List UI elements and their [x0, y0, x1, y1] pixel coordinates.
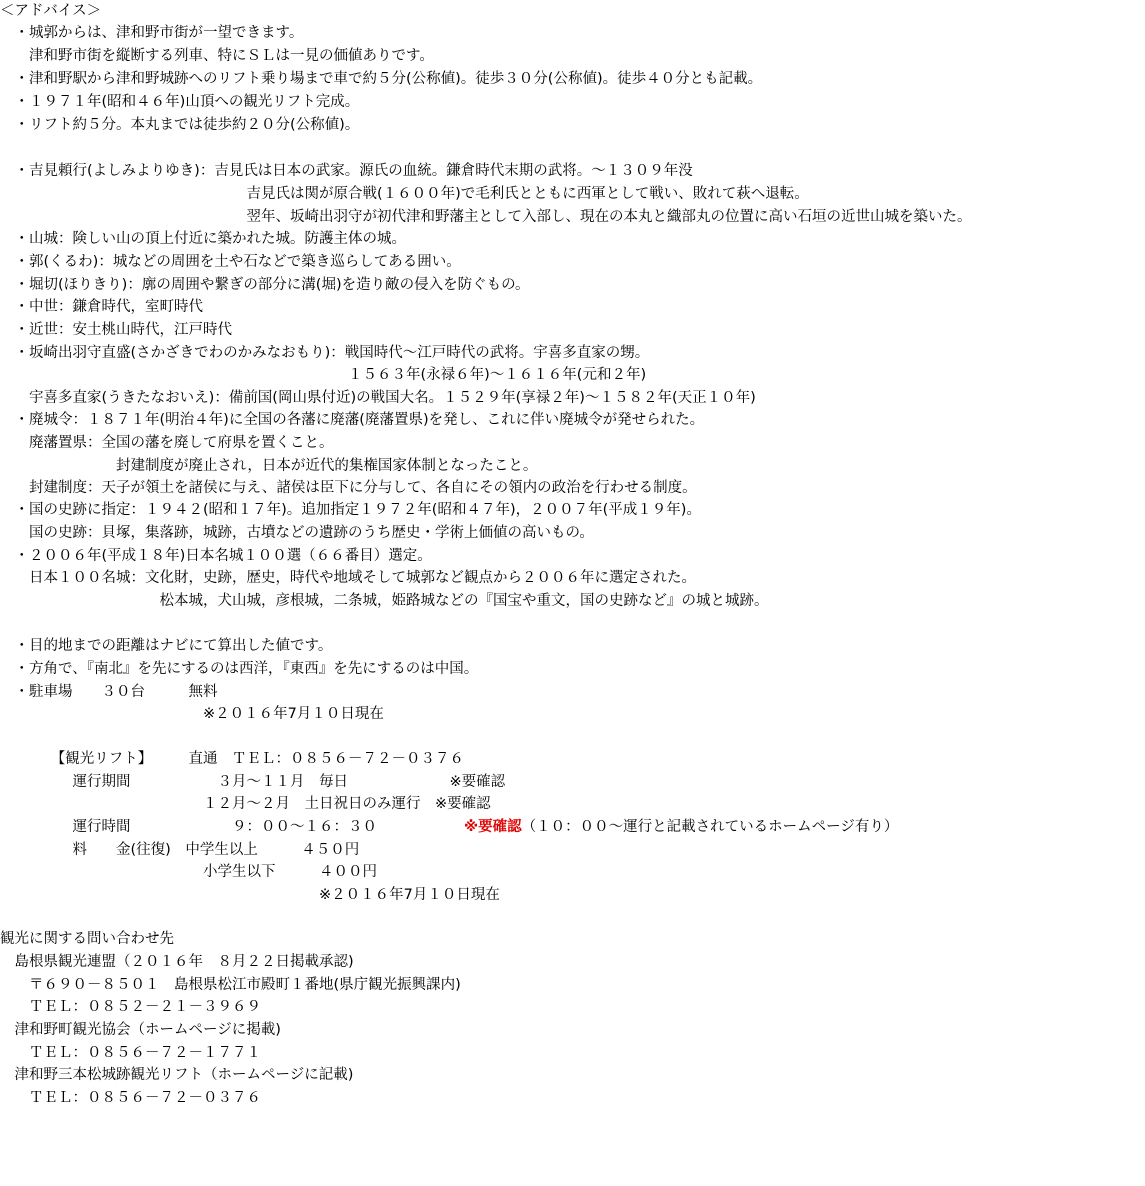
advice-line: ・津和野駅から津和野城跡へのリフト乗り場まで車で約５分(公称値)。徒歩３０分(公称値)。徒歩４０分とも記載。	[0, 71, 763, 87]
glossary-line: 日本１００名城：文化財，史跡，歴史，時代や地域そして城郭など観点から２００６年に選定された。	[0, 570, 696, 586]
glossary-line: 国の史跡：貝塚，集落跡，城跡，古墳などの遺跡のうち歴史・学術上価値の高いもの。	[0, 525, 594, 541]
contact-line: ＴＥＬ：０８５６－７２－０３７６	[0, 1090, 261, 1106]
parking-line: ・駐車場 ３０台 無料	[0, 684, 218, 700]
glossary-line: ・中世：鎌倉時代，室町時代	[0, 299, 203, 315]
glossary-line: ・堀切(ほりきり)：廓の周囲や繋ぎの部分に溝(堀)を造り敵の侵入を防ぐもの。	[0, 277, 530, 293]
lift-hours-main: 運行時間 ９：００～１６：３０	[0, 819, 464, 835]
advice-line: ・１９７１年(昭和４６年)山頂への観光リフト完成。	[0, 94, 360, 110]
glossary-line: 封建制度：天子が領土を諸侯に与え、諸侯は臣下に分与して、各自にその領内の政治を行わせる制度。	[0, 480, 697, 496]
glossary-line: 廃藩置県：全国の藩を廃して府県を置くこと。	[0, 435, 334, 451]
glossary-line: ・坂崎出羽守直盛(さかざきでわのかみなおもり)：戦国時代～江戸時代の武将。宇喜多直家の甥。	[0, 345, 650, 361]
advice-line: ・城郭からは、津和野市街が一望できます。	[0, 25, 304, 41]
note-line: ・目的地までの距離はナビにて算出した値です。	[0, 638, 333, 654]
glossary-line: ・国の史跡に指定：１９４２(昭和１７年)。追加指定１９７２年(昭和４７年)，２００７年(平成１９年)。	[0, 502, 701, 518]
glossary-line: 翌年、坂崎出羽守が初代津和野藩主として入部し、現在の本丸と織部丸の位置に高い石垣の近世山城を築いた。	[0, 209, 972, 225]
lift-date: ※２０１６年7月１０日現在	[0, 887, 500, 903]
lift-period: 運行期間 ３月～１１月 毎日 ※要確認	[0, 774, 506, 790]
advice-line: ・リフト約５分。本丸までは徒歩約２０分(公称値)。	[0, 117, 360, 133]
note-line: ・方角で、『南北』を先にするのは西洋，『東西』を先にするのは中国。	[0, 661, 479, 677]
glossary-line: ・近世：安土桃山時代，江戸時代	[0, 322, 232, 338]
lift-period: １２月～２月 土日祝日のみ運行 ※要確認	[0, 796, 491, 812]
lift-fare: 料 金(往復) 中学生以上 ４５０円	[0, 842, 360, 858]
contact-line: 津和野三本松城跡観光リフト（ホームページに記載)	[0, 1067, 354, 1083]
contact-line: 津和野町観光協会（ホームページに掲載)	[0, 1022, 281, 1038]
advice-header: ＜アドバイス＞	[0, 3, 102, 19]
glossary-line: １５６３年(永禄６年)～１６１６年(元和２年)	[0, 367, 647, 383]
parking-date: ※２０１６年7月１０日現在	[0, 706, 384, 722]
glossary-line: ・吉見頼行(よしみよりゆき)：吉見氏は日本の武家。源氏の血統。鎌倉時代末期の武将。～１３０９年没	[0, 163, 693, 179]
contact-line: 島根県観光連盟（２０１６年 ８月２２日掲載承認)	[0, 954, 354, 970]
glossary-line: 吉見氏は関が原合戦(１６００年)で毛利氏とともに西軍として戦い、敗れて萩へ退転。	[0, 186, 809, 202]
glossary-line: ・郭(くるわ)：城などの周囲を土や石などで築き巡らしてある囲い。	[0, 254, 461, 270]
lift-hours-note: （１０：００～運行と記載されているホームページ有り）	[521, 819, 899, 835]
glossary-line: ・廃城令：１８７１年(明治４年)に全国の各藩に廃藩(廃藩置県)を発し、これに伴い廃城令が発せられた。	[0, 412, 705, 428]
glossary-line: ・２００６年(平成１８年)日本名城１００選（６６番目）選定。	[0, 548, 432, 564]
glossary-line: ・山城：険しい山の頂上付近に築かれた城。防護主体の城。	[0, 231, 406, 247]
advice-line: 津和野市街を縦断する列車、特にＳＬは一見の価値ありです。	[0, 48, 434, 64]
lift-heading: 【観光リフト】 直通 ＴＥＬ：０８５６－７２－０３７６	[0, 751, 464, 767]
lift-hours	[0, 816, 898, 838]
glossary-line: 宇喜多直家(うきたなおいえ)：備前国(岡山県付近)の戦国大名。１５２９年(享禄２年)～１５８２年(天正１０年)	[0, 390, 756, 406]
glossary-line: 松本城，犬山城，彦根城，二条城，姫路城などの『国宝や重文，国の史跡など』の城と城跡。	[0, 593, 769, 609]
contact-line: 〒６９０－８５０１ 島根県松江市殿町１番地(県庁観光振興課内)	[0, 977, 461, 993]
lift-fare: 小学生以下 ４００円	[0, 864, 377, 880]
contact-line: ＴＥＬ：０８５６－７２－１７７１	[0, 1045, 261, 1061]
contact-line: ＴＥＬ：０８５２－２１－３９６９	[0, 999, 261, 1015]
glossary-line: 封建制度が廃止され，日本が近代的集権国家体制となったこと。	[0, 458, 538, 474]
lift-hours-warning: ※要確認	[464, 819, 522, 835]
contacts-heading: 観光に関する問い合わせ先	[0, 931, 174, 947]
